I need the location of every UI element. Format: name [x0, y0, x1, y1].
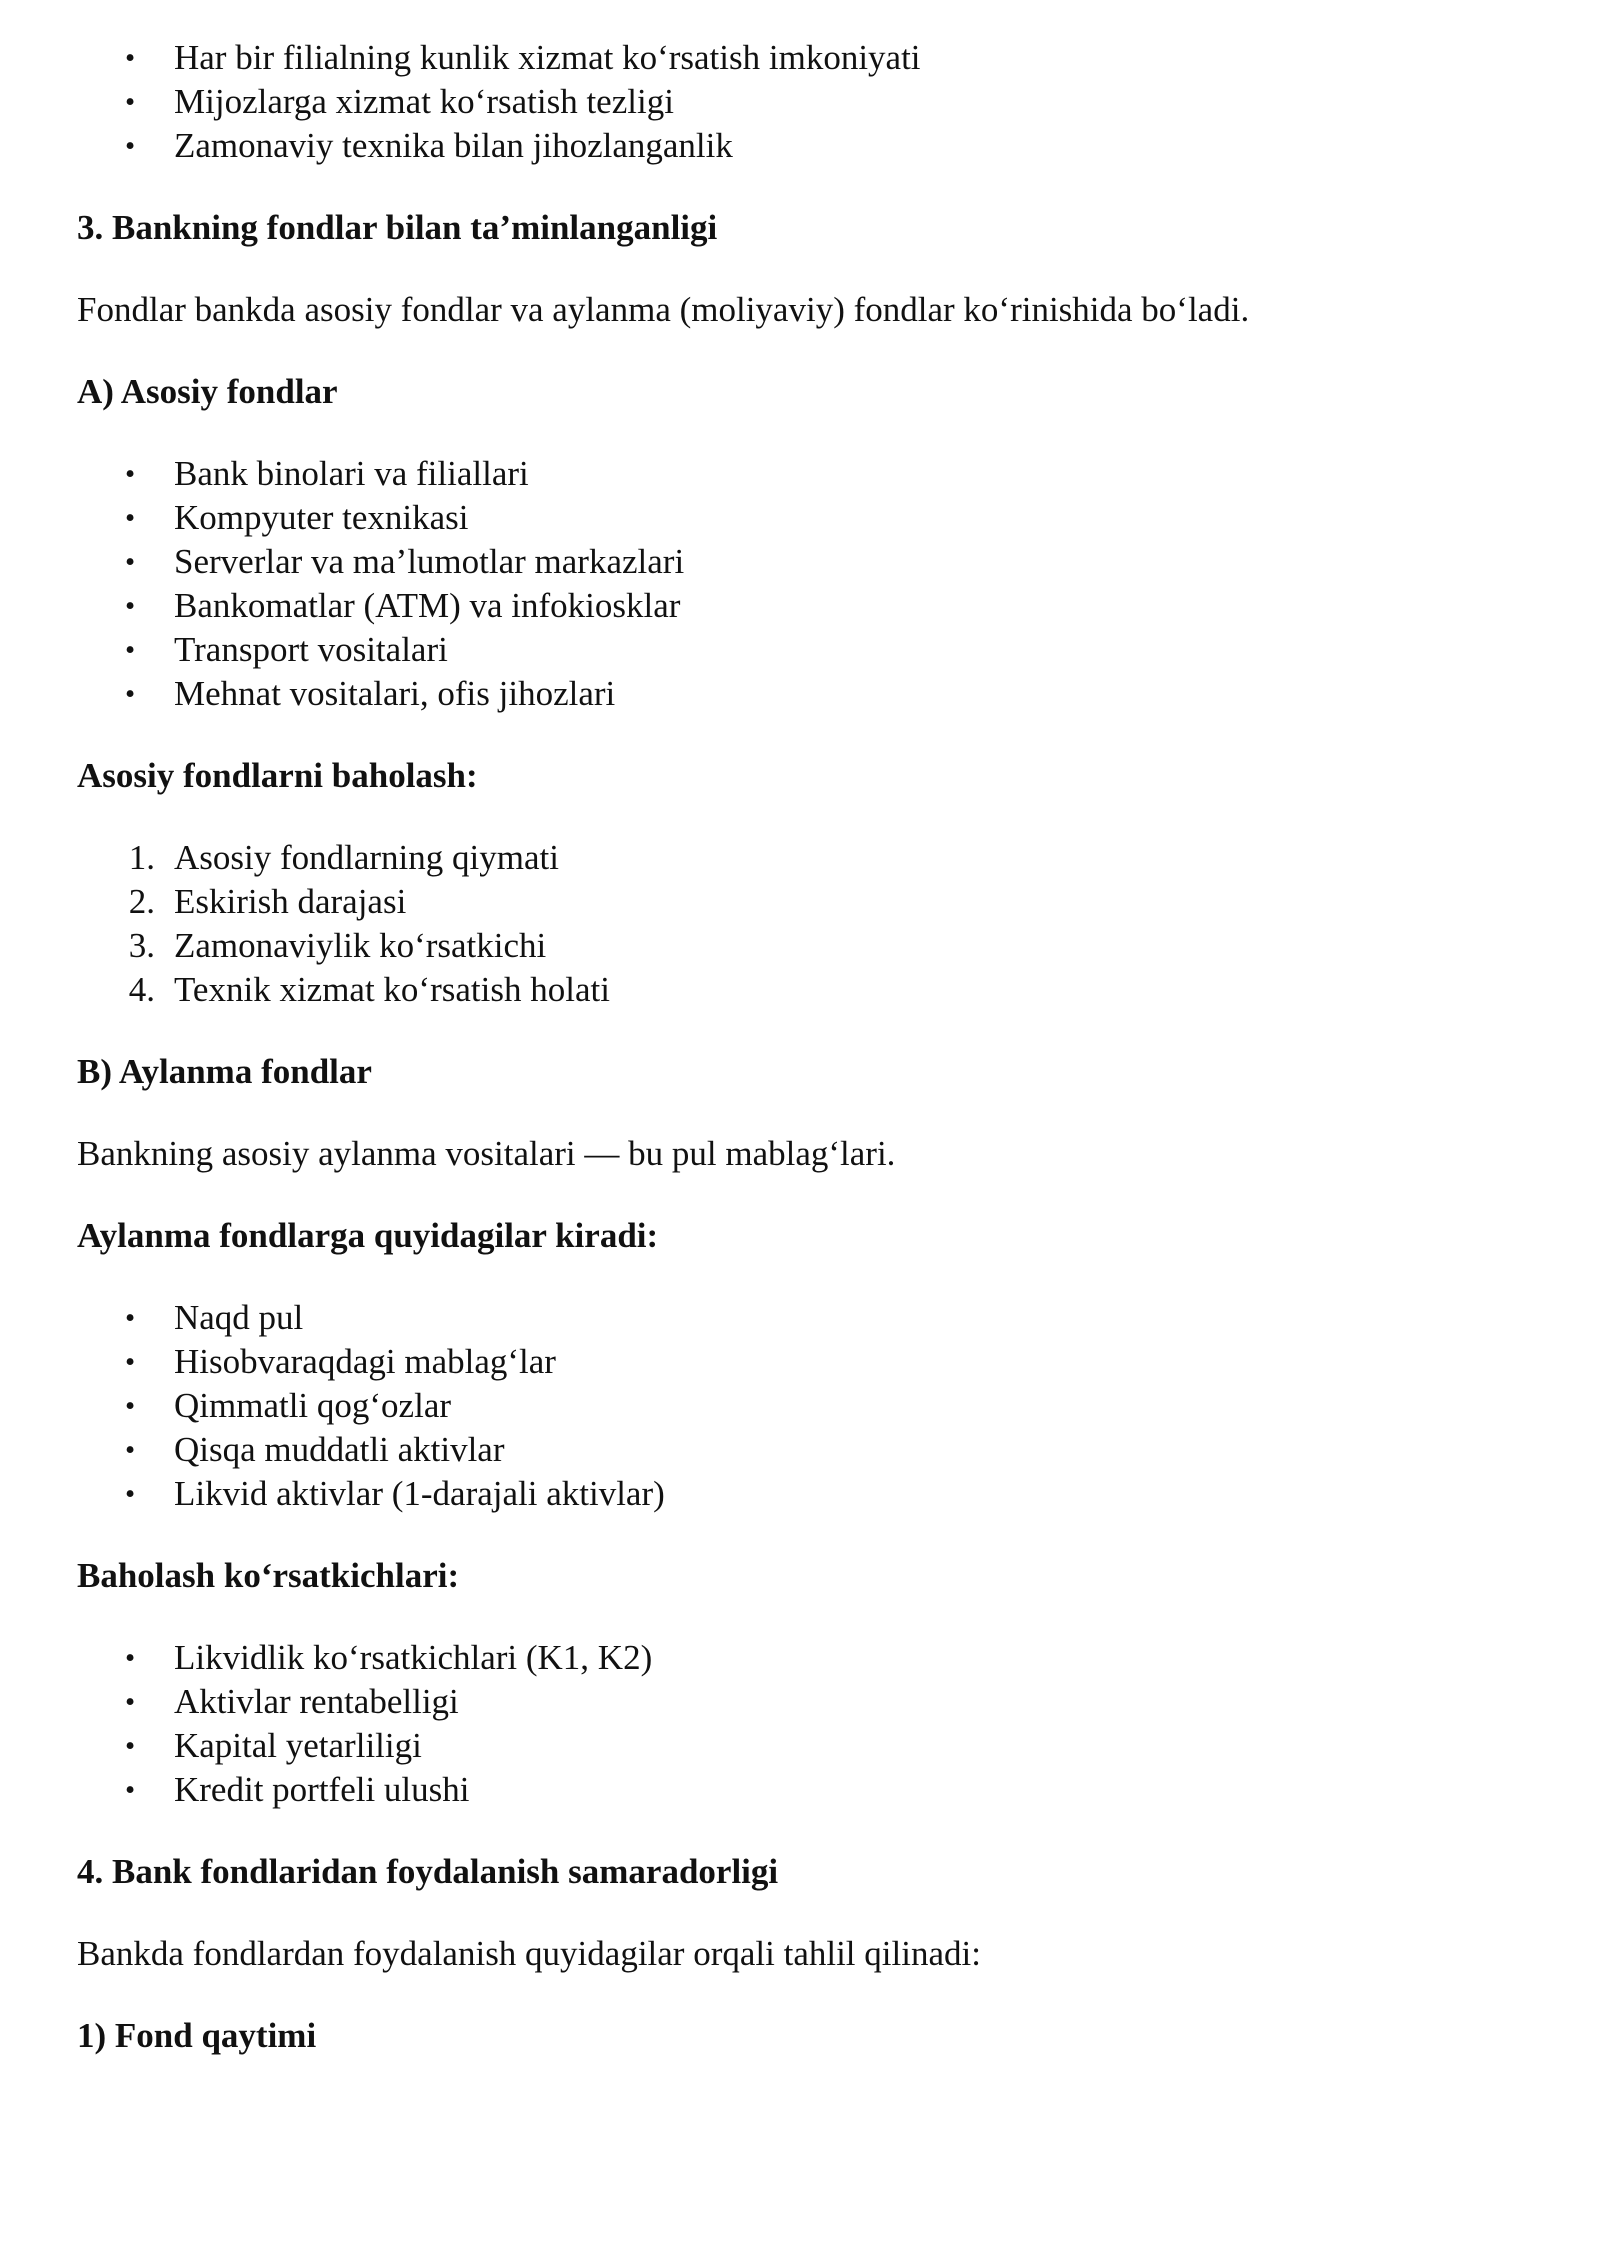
list-item: • Mijozlarga xizmat ko‘rsatish tezligi: [77, 80, 1527, 124]
list-item: • Kapital yetarliligi: [77, 1724, 1527, 1768]
bullet-icon: •: [125, 634, 136, 666]
section-3-heading: 3. Bankning fondlar bilan ta’minlanganligi: [77, 208, 718, 247]
list-number: 2.: [128, 882, 155, 921]
list-item: 4. Texnik xizmat ko‘rsatish holati: [77, 968, 1527, 1012]
asosiy-fondlar-list: [77, 452, 1527, 716]
bullet-icon: •: [125, 458, 136, 490]
list-item: 2. Eskirish darajasi: [77, 880, 1527, 924]
spacer: [77, 332, 1527, 370]
list-item: • Bank binolari va filiallari: [77, 452, 1527, 496]
aylanma-intro: Bankning asosiy aylanma vositalari — bu pul mablag‘lari.: [77, 1134, 896, 1173]
list-item: 3. Zamonaviylik ko‘rsatkichi: [77, 924, 1527, 968]
section-3-intro: Fondlar bankda asosiy fondlar va aylanma (moliyaviy) fondlar ko‘rinishida bo‘ladi.: [77, 290, 1250, 329]
list-item: • Kredit portfeli ulushi: [77, 1768, 1527, 1812]
bullet-icon: •: [125, 86, 136, 118]
bullet-icon: •: [125, 546, 136, 578]
fond-qaytimi-heading: 1) Fond qaytimi: [77, 2016, 317, 2055]
spacer: [77, 168, 1527, 206]
bullet-icon: •: [125, 42, 136, 74]
list-number: 3.: [128, 926, 155, 965]
spacer: [77, 1094, 1527, 1132]
bullet-icon: •: [125, 678, 136, 710]
list-item: • Qimmatli qog‘ozlar: [77, 1384, 1527, 1428]
spacer: [77, 716, 1527, 754]
spacer: [77, 798, 1527, 836]
list-number: 4.: [128, 970, 155, 1009]
list-item: • Likvid aktivlar (1-darajali aktivlar): [77, 1472, 1527, 1516]
aylanma-fondlar-heading: B) Aylanma fondlar: [77, 1052, 372, 1091]
document-content: [77, 36, 1527, 2058]
list-item: • Transport vositalari: [77, 628, 1527, 672]
list-item: • Qisqa muddatli aktivlar: [77, 1428, 1527, 1472]
list-item: • Aktivlar rentabelligi: [77, 1680, 1527, 1724]
bullet-icon: •: [125, 1390, 136, 1422]
spacer: [77, 1258, 1527, 1296]
list-item: 1. Asosiy fondlarning qiymati: [77, 836, 1527, 880]
spacer: [77, 414, 1527, 452]
spacer: [77, 1976, 1527, 2014]
baholash-korsatkichlari-heading: Baholash ko‘rsatkichlari:: [77, 1556, 460, 1595]
list-item: • Har bir filialning kunlik xizmat ko‘rsatish imkoniyati: [77, 36, 1527, 80]
spacer: [77, 1516, 1527, 1554]
aylanma-fondlar-list: [77, 1296, 1527, 1516]
spacer: [77, 1894, 1527, 1932]
baholash-heading: Asosiy fondlarni baholash:: [77, 756, 478, 795]
bullet-icon: •: [125, 1346, 136, 1378]
asosiy-fondlar-heading: A) Asosiy fondlar: [77, 372, 338, 411]
bullet-icon: •: [125, 1302, 136, 1334]
spacer: [77, 1812, 1527, 1850]
bullet-icon: •: [125, 502, 136, 534]
list-item: • Serverlar va ma’lumotlar markazlari: [77, 540, 1527, 584]
spacer: [77, 1012, 1527, 1050]
list-number: 1.: [128, 838, 155, 877]
bullet-icon: •: [125, 1478, 136, 1510]
list-item: • Mehnat vositalari, ofis jihozlari: [77, 672, 1527, 716]
section-4-heading: 4. Bank fondlaridan foydalanish samaradorligi: [77, 1852, 779, 1891]
baholash-numbered-list: [77, 836, 1527, 1012]
bullet-icon: •: [125, 1730, 136, 1762]
list-item: • Bankomatlar (ATM) va infokiosklar: [77, 584, 1527, 628]
bullet-icon: •: [125, 130, 136, 162]
section-4-intro: Bankda fondlardan foydalanish quyidagilar orqali tahlil qilinadi:: [77, 1934, 981, 1973]
korsatkichlar-list: [77, 1636, 1527, 1812]
top-bullet-list: [77, 36, 1527, 168]
list-item: • Kompyuter texnikasi: [77, 496, 1527, 540]
list-item: • Likvidlik ko‘rsatkichlari (K1, K2): [77, 1636, 1527, 1680]
spacer: [77, 1176, 1527, 1214]
list-item: • Naqd pul: [77, 1296, 1527, 1340]
bullet-icon: •: [125, 590, 136, 622]
list-item: • Zamonaviy texnika bilan jihozlanganlik: [77, 124, 1527, 168]
bullet-icon: •: [125, 1686, 136, 1718]
bullet-icon: •: [125, 1642, 136, 1674]
list-item: • Hisobvaraqdagi mablag‘lar: [77, 1340, 1527, 1384]
aylanma-sub-heading: Aylanma fondlarga quyidagilar kiradi:: [77, 1216, 659, 1255]
spacer: [77, 1598, 1527, 1636]
bullet-icon: •: [125, 1774, 136, 1806]
bullet-icon: •: [125, 1434, 136, 1466]
spacer: [77, 250, 1527, 288]
